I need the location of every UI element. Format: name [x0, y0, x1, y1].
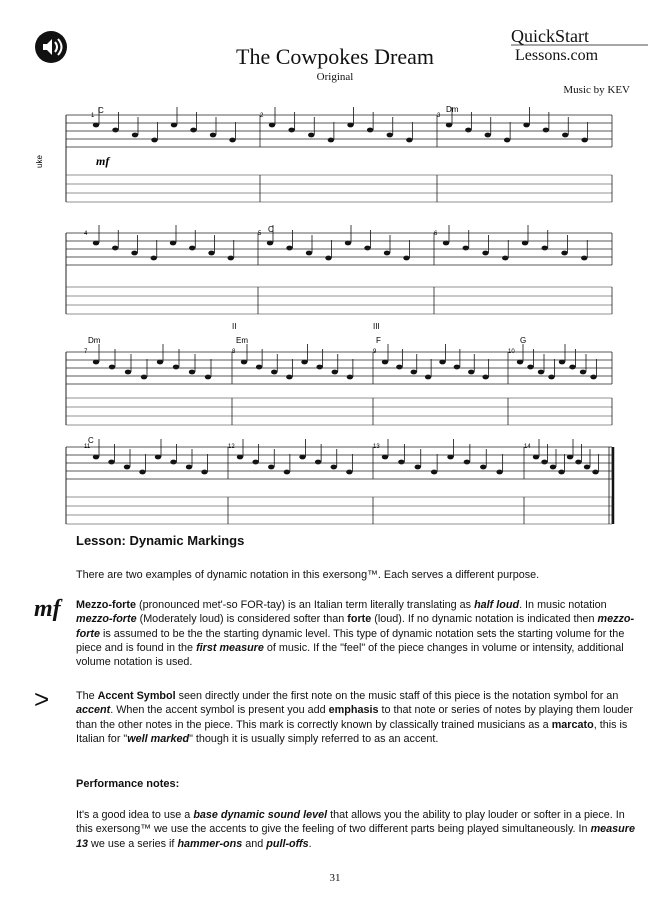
accent-term: Accent Symbol [97, 690, 176, 702]
measure-number: 14 [524, 444, 531, 450]
note-head [584, 465, 590, 470]
roman-numeral: III [373, 322, 380, 331]
note-head [256, 365, 262, 370]
note-head [125, 370, 131, 375]
note-head [504, 138, 510, 143]
note-head [538, 370, 544, 375]
song-title: The Cowpokes Dream [236, 44, 434, 69]
note-head [454, 365, 460, 370]
note-head [463, 246, 469, 251]
measure-number: 13 [373, 444, 380, 450]
note-head [139, 470, 145, 475]
note-head [286, 375, 292, 380]
note-head [387, 133, 393, 138]
note-head [558, 470, 564, 475]
measure-number: 6 [434, 231, 438, 237]
note-head [542, 246, 548, 251]
note-head [151, 138, 157, 143]
measure-number: 8 [232, 349, 236, 355]
logo-line1: QuickStart [511, 26, 589, 46]
note-head [562, 133, 568, 138]
note-head [205, 375, 211, 380]
measure-number: 1 [91, 113, 95, 119]
measure-number: 7 [84, 349, 88, 355]
chord-label: G [520, 336, 527, 345]
measure-number: 10 [508, 349, 515, 355]
note-head [406, 138, 412, 143]
note-head [480, 465, 486, 470]
performance-heading: Performance notes: [76, 778, 180, 790]
note-head [590, 375, 596, 380]
measure-number: 3 [437, 113, 441, 119]
note-head [398, 460, 404, 465]
chord-label: Em [236, 336, 248, 345]
note-head [396, 365, 402, 370]
note-head [132, 133, 138, 138]
note-head [541, 460, 547, 465]
note-head [367, 128, 373, 133]
composer-credit: Music by KEV [563, 84, 630, 96]
note-head [485, 133, 491, 138]
chord-label: C [268, 225, 274, 234]
note-head [252, 460, 258, 465]
measure-number: 5 [258, 231, 262, 237]
measure-number: 11 [84, 444, 91, 450]
note-head [550, 465, 556, 470]
note-head [569, 365, 575, 370]
note-head [210, 133, 216, 138]
note-head [580, 370, 586, 375]
note-head [581, 138, 587, 143]
note-head [415, 465, 421, 470]
note-head [316, 365, 322, 370]
note-head [286, 246, 292, 251]
roman-numeral: II [232, 322, 237, 331]
mezzo-forte-paragraph: Mezzo-forte (pronounced met'-so FOR-tay) is an Italian term literally translating as half loud. In music notation mezzo-forte (Moderately loud) is considered softer than forte (loud). If no dynamic notation is indicated then mezzo-forte is assumed to be the the starting dynamic level. This type of dynamic notation sets the starting volume for the piece and is found in the first measure of music. If the "feel" of the piece changes in volume or intensity, additional volume notation is used. [76, 599, 635, 669]
performance-paragraph: It's a good idea to use a base dynamic sound level that allows you the ability to play louder or softer in a piece. In this exersong™ we use the accents to give the feeling of two different parts being played simultaneously. In measure 13 we use a series if hammer-ons and pull-offs. [76, 809, 635, 850]
note-head [575, 460, 581, 465]
note-head [502, 256, 508, 261]
logo-line2: Lessons.com [515, 47, 599, 64]
note-head [465, 128, 471, 133]
instrument-label: uke [35, 155, 44, 168]
note-head [431, 470, 437, 475]
note-head [284, 470, 290, 475]
note-head [108, 460, 114, 465]
note-head [271, 370, 277, 375]
chord-label: C [88, 436, 94, 445]
song-subtitle: Original [316, 71, 354, 83]
note-head [527, 365, 533, 370]
note-head [346, 470, 352, 475]
accent-paragraph: The Accent Symbol seen directly under the first note on the music staff of this piece is the notation symbol for an accent. When the accent symbol is present you add emphasis to that note or series of notes by playing them louder than the other notes in the piece. This mark is correctly known by classically trained musicians as a marcato, this is Italian for "well marked" though it is usually simply referred to as an accent. [76, 690, 633, 745]
note-head [173, 365, 179, 370]
note-head [464, 460, 470, 465]
chord-label: F [376, 336, 381, 345]
note-head [288, 128, 294, 133]
note-head [131, 251, 137, 256]
note-head [308, 133, 314, 138]
page-number: 31 [329, 872, 341, 884]
note-head [186, 465, 192, 470]
note-head [384, 251, 390, 256]
note-head [347, 375, 353, 380]
note-head [331, 465, 337, 470]
note-head [189, 246, 195, 251]
note-head [496, 470, 502, 475]
note-head [581, 256, 587, 261]
measure-number: 9 [373, 349, 377, 355]
note-head [228, 256, 234, 261]
note-head [325, 256, 331, 261]
note-head [315, 460, 321, 465]
note-head [229, 138, 235, 143]
note-head [332, 370, 338, 375]
note-head [141, 375, 147, 380]
note-head [328, 138, 334, 143]
measure-number: 12 [228, 444, 235, 450]
note-head [548, 375, 554, 380]
note-head [112, 246, 118, 251]
measure-number: 2 [260, 113, 264, 119]
note-head [190, 128, 196, 133]
note-head [468, 370, 474, 375]
note-head [403, 256, 409, 261]
note-head [109, 365, 115, 370]
note-head [124, 465, 130, 470]
mf-term: Mezzo-forte [76, 599, 136, 611]
note-head [208, 251, 214, 256]
chord-label: Dm [446, 105, 459, 114]
note-head [189, 370, 195, 375]
accent-symbol: > [34, 684, 50, 714]
score-dynamic-mark: mf [96, 154, 110, 168]
note-head [411, 370, 417, 375]
chord-label: Dm [88, 336, 101, 345]
note-head [201, 470, 207, 475]
lesson-intro: There are two examples of dynamic notation in this exersong™. Each serves a different purpose. [76, 569, 540, 581]
mezzo-forte-symbol: mf [34, 596, 61, 622]
note-head [268, 465, 274, 470]
note-head [482, 251, 488, 256]
note-head [170, 460, 176, 465]
chord-label: C [98, 106, 104, 115]
lesson-heading: Lesson: Dynamic Markings [76, 533, 245, 548]
note-head [592, 470, 598, 475]
note-head [112, 128, 118, 133]
note-head [364, 246, 370, 251]
note-head [543, 128, 549, 133]
note-head [151, 256, 157, 261]
note-head [306, 251, 312, 256]
measure-number: 4 [84, 231, 88, 237]
note-head [482, 375, 488, 380]
note-head [561, 251, 567, 256]
note-head [425, 375, 431, 380]
